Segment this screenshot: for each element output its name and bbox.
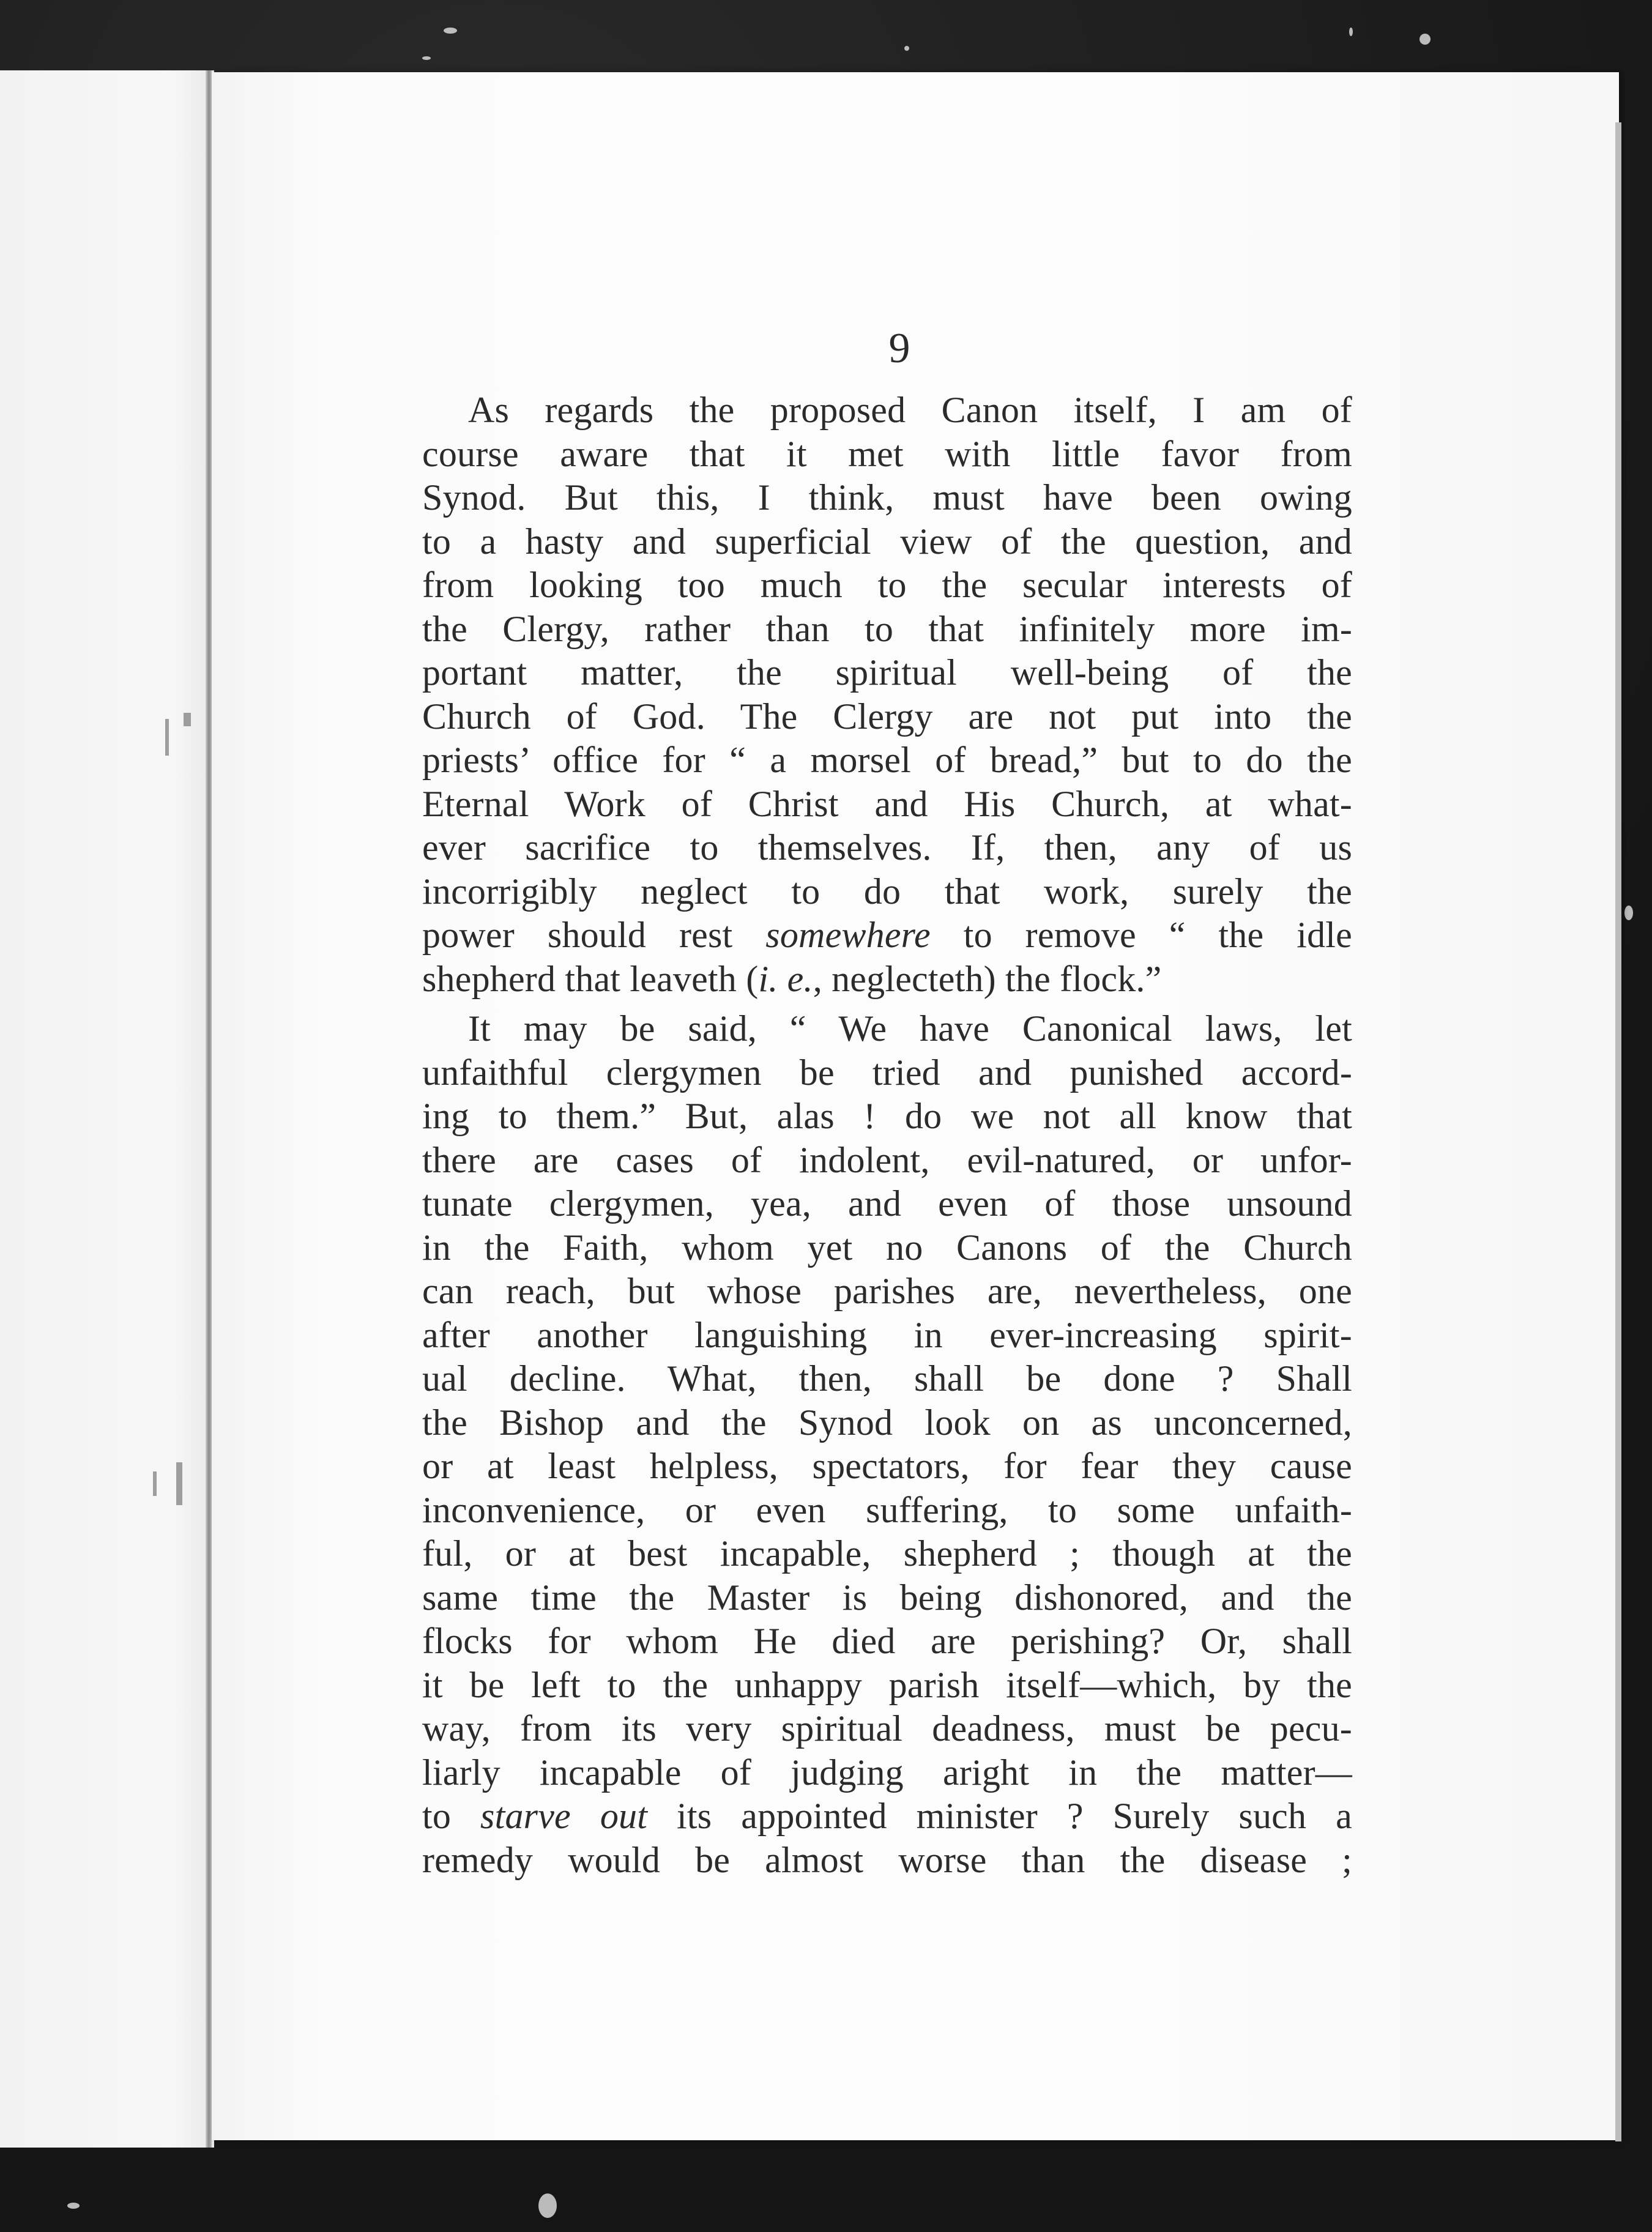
text-line xyxy=(422,913,1352,958)
text-line: remedy would be almost worse than the disease ; xyxy=(422,1839,1352,1880)
text-line: As regards the proposed Canon itself, I am of xyxy=(468,390,1352,430)
dust-speck xyxy=(422,56,431,60)
text-run: its appointed minister ? Surely such a xyxy=(647,1796,1352,1836)
text-line: the Bishop and the Synod look on as unconcerned, xyxy=(422,1402,1352,1443)
text-line: Synod. But this, I think, must have been owing xyxy=(422,477,1352,518)
body-text xyxy=(422,389,1352,1882)
text-line xyxy=(422,958,1352,1002)
text-line: tunate clergymen, yea, and even of those unsound xyxy=(422,1183,1352,1224)
text-line: way, from its very spiritual deadness, must be pecu- xyxy=(422,1708,1352,1749)
text-line: ual decline. What, then, shall be done ? Shall xyxy=(422,1358,1352,1399)
text-line: the Clergy, rather than to that infinitely more im- xyxy=(422,608,1352,649)
text-line xyxy=(422,1795,1352,1839)
dust-speck xyxy=(67,2203,80,2209)
text-line: ever sacrifice to themselves. If, then, any of us xyxy=(422,827,1352,868)
text-run: to xyxy=(422,1796,481,1836)
text-line: It may be said, “ We have Canonical laws, let xyxy=(468,1008,1352,1049)
dust-speck xyxy=(444,28,457,34)
text-line: portant matter, the spiritual well-being of the xyxy=(422,652,1352,693)
paragraph-gap xyxy=(422,1001,1352,1007)
text-line: can reach, but whose parishes are, nevertheless, one xyxy=(422,1271,1352,1311)
page-edge xyxy=(1615,122,1621,2141)
text-run: shepherd that leaveth ( xyxy=(422,958,759,999)
dust-speck xyxy=(1624,906,1633,920)
text-line: inconvenience, or even suffering, to some unfaith- xyxy=(422,1489,1352,1530)
text-line: ful, or at best incapable, shepherd ; though at the xyxy=(422,1533,1352,1574)
text-run: power should rest xyxy=(422,915,766,955)
text-line: flocks for whom He died are perishing? Or, shall xyxy=(422,1621,1352,1661)
text-line: ing to them.” But, alas ! do we not all know that xyxy=(422,1096,1352,1136)
text-line: same time the Master is being dishonored, and the xyxy=(422,1577,1352,1618)
dust-speck xyxy=(1349,28,1353,36)
text-line: course aware that it met with little favor from xyxy=(422,433,1352,474)
text-line: liarly incapable of judging aright in the matter— xyxy=(422,1752,1352,1793)
text-line: Eternal Work of Christ and His Church, at what- xyxy=(422,783,1352,824)
margin-mark xyxy=(184,713,191,726)
italic-text: somewhere xyxy=(765,915,931,955)
text-line: incorrigibly neglect to do that work, surely the xyxy=(422,871,1352,912)
text-line: Church of God. The Clergy are not put into the xyxy=(422,696,1352,737)
text-line: to a hasty and superficial view of the question, and xyxy=(422,521,1352,562)
text-line: priests’ office for “ a morsel of bread,” but to do the xyxy=(422,740,1352,780)
margin-mark xyxy=(176,1462,182,1505)
margin-mark xyxy=(153,1471,157,1496)
margin-mark xyxy=(165,719,169,756)
facing-page xyxy=(0,70,214,2148)
book-gutter xyxy=(206,70,212,2148)
text-line: or at least helpless, spectators, for fear they cause xyxy=(422,1446,1352,1486)
italic-text: i. e. xyxy=(758,958,813,999)
text-line: unfaithful clergymen be tried and punished accord- xyxy=(422,1052,1352,1093)
text-run: to remove “ the idle xyxy=(930,915,1352,955)
page-number: 9 xyxy=(888,325,910,372)
text-line: in the Faith, whom yet no Canons of the Church xyxy=(422,1227,1352,1268)
text-run: , neglecteth) the flock.” xyxy=(813,958,1162,999)
text-line: it be left to the unhappy parish itself—which, by the xyxy=(422,1664,1352,1705)
italic-text: starve out xyxy=(480,1796,648,1836)
dust-speck xyxy=(904,46,909,51)
dust-speck xyxy=(1419,34,1431,45)
dust-speck xyxy=(538,2193,557,2218)
text-line: after another languishing in ever-increasing spirit- xyxy=(422,1314,1352,1355)
text-line: there are cases of indolent, evil-natured, or unfor- xyxy=(422,1139,1352,1180)
text-line: from looking too much to the secular interests of xyxy=(422,565,1352,605)
